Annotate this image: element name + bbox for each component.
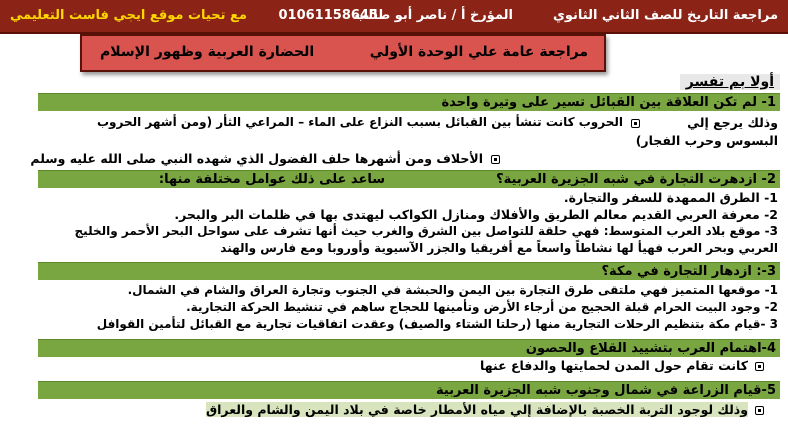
bullet-icon — [631, 119, 640, 128]
question-bar-5 — [38, 381, 780, 399]
bullet-icon — [755, 406, 764, 415]
q3-answer-1: 1- موقعها المتميز فهي ملتقى طرق التجارة بين اليمن والحبشة في الجنوب وتجارة العراق والشام في الشمال. — [127, 283, 778, 297]
banner-review: مراجعة عامة علي الوحدة الأولي — [369, 44, 588, 60]
phone-number: 01061158645 — [278, 8, 378, 23]
question-2-hint: ساعد على ذلك عوامل مختلفة منها: — [158, 172, 385, 187]
section-heading: أولا بم تفسر — [680, 74, 780, 90]
question-bar-4 — [38, 339, 780, 357]
unit-banner — [80, 34, 606, 72]
top-header-bar — [0, 0, 788, 34]
q2-answer-2: 2- معرفة العربي القديم معالم الطريق والأفلاك ومنازل الكواكب ليهتدى بها في ظلمات البر والبحر. — [174, 207, 778, 222]
q1-answer-1b: البسوس وحرب الفجار) — [635, 133, 778, 148]
bullet-icon — [755, 362, 764, 371]
site-greeting: مع تحيات موقع ايجي فاست التعليمي — [10, 8, 247, 23]
bullet-icon — [491, 155, 500, 164]
question-bar-2 — [38, 170, 780, 188]
q1-answer-2: الأحلاف ومن أشهرها حلف الفضول الذي شهده النبي صلى الله عليه وسلم — [30, 151, 483, 166]
q5-answer-1: وذلك لوجود التربة الخصبة بالإضافة إلي مياه الأمطار خاصة في بلاد اليمن والشام والعراق — [205, 402, 748, 417]
q4-answer-1: كانت تقام حول المدن لحمايتها والدفاع عنها — [480, 358, 748, 373]
review-title: مراجعة التاريخ للصف الثاني الثانوي — [552, 8, 778, 23]
question-bar-1 — [38, 93, 780, 111]
question-5: 5-قيام الزراعة في شمال وجنوب شبه الجزيرة العربية — [435, 383, 776, 398]
q3-answer-2: 2- وجود البيت الحرام قبلة الحجيج من أرجاء الأرض وتأمينها للحجاج ساهم في تنشيط الحركة التجارية. — [186, 300, 778, 314]
q1-lead: وذلك يرجع إلي — [687, 115, 778, 130]
q2-answer-3b: العربي وبحر العرب فهيأ لها نشاطاً واسعاً مع أفريقيا والجزر الآسيوية وأوروبا ومع فارس والهند — [220, 241, 778, 255]
question-2: 2- ازدهرت التجارة في شبه الجزيرة العربية؟ — [496, 172, 776, 187]
question-1: 1- لم تكن العلاقة بين القبائل تسير على وتيرة واحدة — [441, 95, 776, 110]
banner-topic: الحضارة العربية وظهور الإسلام — [100, 44, 315, 60]
q1-answer-1a: الحروب كانت تنشأ بين القبائل بسبب النزاع على الماء – المراعي الثأر (ومن أشهر الحروب — [96, 115, 623, 129]
question-3: 3-: ازدهار التجارة في مكة؟ — [601, 264, 776, 279]
q3-answer-3: 3 -قيام مكة بتنظيم الرحلات التجارية منها (رحلتا الشتاء والصيف) وعقدت اتفاقيات تجارية مع القبائل لتأمين القوافل — [96, 317, 778, 331]
question-4: 4-اهتمام العرب بتشييد القلاع والحصون — [525, 341, 776, 356]
question-bar-3 — [38, 262, 780, 280]
author-name: المؤرخ أ / ناصر أبو طالب — [354, 8, 513, 23]
q2-answer-1: 1- الطرق الممهدة للسفر والتجارة. — [563, 190, 778, 205]
q2-answer-3a: 3- موقع بلاد العرب المتوسط: فهي حلقة للتواصل بين الشرق والغرب حيث أنها تشرف على سواحل البحر الأحمر والخليج — [74, 224, 778, 238]
